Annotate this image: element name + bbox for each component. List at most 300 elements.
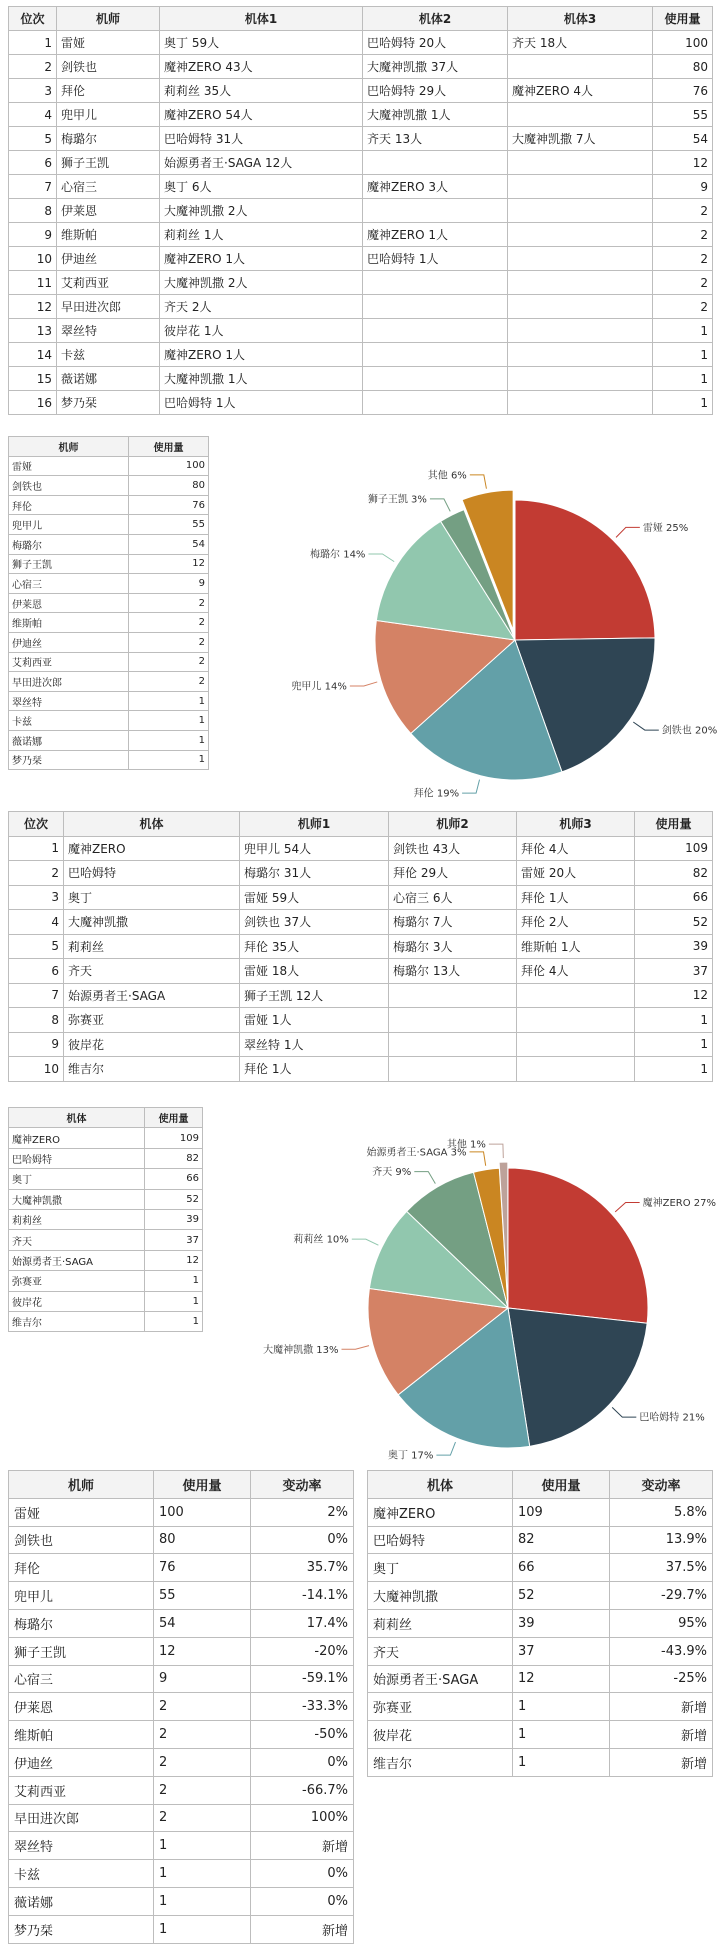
table-cell [517,983,635,1008]
table-row [368,1665,713,1693]
table-cell: 55 [154,1582,251,1610]
pie-leader-line [341,1346,369,1350]
table-row [9,1498,354,1526]
table-cell: 雷娅 [57,31,160,55]
table-cell: 0% [251,1887,354,1915]
pie-leader-line [616,527,640,537]
table-cell: 拜伦 35人 [240,934,389,959]
table-cell: 弥赛亚 [64,1008,240,1033]
table-row [9,1526,354,1554]
table-cell: 16 [9,391,57,415]
table-row [9,1582,354,1610]
table-cell: 1 [635,1032,713,1057]
table-cell: 2 [154,1804,251,1832]
table-row [9,223,713,247]
table-cell: 1 [635,1057,713,1082]
table-cell: 12 [513,1665,610,1693]
table-cell: 7 [9,983,64,1008]
table-row [9,151,713,175]
table-cell: 0% [251,1526,354,1554]
table-cell: 3 [9,79,57,103]
column-header: 使用量 [513,1471,610,1499]
table-cell: 狮子王凯 [9,554,129,574]
table-row [9,1128,203,1148]
pie-leader-line [615,1203,639,1212]
table-row [9,1609,354,1637]
table-row [368,1609,713,1637]
table-cell: 弥赛亚 [368,1693,513,1721]
table-cell: 2 [129,672,209,692]
table-row [9,1148,203,1168]
table-cell [508,151,653,175]
table-cell: 100 [129,456,209,476]
table-cell: 大魔神凯撒 [368,1582,513,1610]
table-cell: 齐天 18人 [508,31,653,55]
column-header: 变动率 [610,1471,713,1499]
table-row [9,885,713,910]
table-cell: 2 [154,1693,251,1721]
table-row [368,1526,713,1554]
table-cell: 1 [513,1721,610,1749]
table-cell [517,1057,635,1082]
table-cell: 54 [129,534,209,554]
table-cell: 翠丝特 1人 [240,1032,389,1057]
table-cell: 维吉尔 [64,1057,240,1082]
table-cell: 魔神ZERO [64,836,240,861]
table-row [9,934,713,959]
table-cell: 大魔神凯撒 1人 [160,367,363,391]
table-cell [508,343,653,367]
table-cell: 12 [635,983,713,1008]
table-cell: 早田进次郎 [9,1804,154,1832]
table-cell: 76 [129,495,209,515]
table-cell: 2 [653,199,713,223]
table-cell: 12 [653,151,713,175]
table-cell: 梦乃栞 [9,750,129,770]
table-row [368,1637,713,1665]
table-cell: 55 [653,103,713,127]
pie-leader-line [462,780,479,794]
table-cell: -59.1% [251,1665,354,1693]
table-cell: 狮子王凯 [9,1637,154,1665]
table-cell: 1 [129,711,209,731]
table-cell [363,391,508,415]
column-header: 机师1 [240,812,389,837]
table-cell [363,151,508,175]
table-cell: 梅璐尔 3人 [389,934,517,959]
table-cell: 2 [154,1776,251,1804]
table-cell: 5.8% [610,1498,713,1526]
table-cell [508,391,653,415]
table-cell: 2 [9,861,64,886]
table-cell: 39 [145,1209,203,1229]
table-row [9,1748,354,1776]
table-row [9,476,209,496]
table-cell [508,319,653,343]
table-cell: 伊迪丝 [57,247,160,271]
table-cell: 魔神ZERO 54人 [160,103,363,127]
table-cell: 新增 [610,1693,713,1721]
table-row [9,959,713,984]
table-cell: 新增 [251,1832,354,1860]
table-cell: 1 [653,343,713,367]
table-cell: 始源勇者王·SAGA [9,1250,145,1270]
table-cell: 梅璐尔 13人 [389,959,517,984]
mech-detail-table [8,811,713,1082]
table-cell: 新增 [610,1748,713,1776]
mech-share-pie-chart [230,1125,717,1462]
table-row [9,1169,203,1189]
table-cell: 莉莉丝 35人 [160,79,363,103]
table-cell: 100 [154,1498,251,1526]
table-cell: 2 [129,652,209,672]
table-cell: 大魔神凯撒 7人 [508,127,653,151]
table-row [9,910,713,935]
table-row [9,711,209,731]
table-cell: 魔神ZERO 1人 [160,247,363,271]
table-cell: 巴哈姆特 20人 [363,31,508,55]
table-cell: 始源勇者王·SAGA [64,983,240,1008]
table-cell: 伊莱恩 [9,593,129,613]
table-cell: 兜甲儿 [9,515,129,535]
table-row [9,1311,203,1331]
header-row [368,1471,713,1499]
table-row [9,593,209,613]
table-cell: 莉莉丝 [9,1209,145,1229]
table-row [9,319,713,343]
table-cell: 魔神ZERO 43人 [160,55,363,79]
table-cell: 大魔神凯撒 37人 [363,55,508,79]
table-cell: 心宿三 [9,1665,154,1693]
table-header [9,1471,354,1499]
table-cell: 10 [9,247,57,271]
table-cell: 1 [129,691,209,711]
table-row [9,1057,713,1082]
table-cell [389,1057,517,1082]
table-row [9,1291,203,1311]
column-header: 机师 [9,437,129,457]
column-header: 位次 [9,7,57,31]
pie-leader-line [352,1239,379,1245]
table-cell: 2 [129,613,209,633]
table-cell [508,295,653,319]
table-cell: 95% [610,1609,713,1637]
table-row [9,175,713,199]
column-header: 使用量 [653,7,713,31]
table-cell: 3 [9,885,64,910]
table-cell: 54 [154,1609,251,1637]
table-row [9,1008,713,1033]
table-cell: 1 [154,1887,251,1915]
table-row [9,750,209,770]
table-body [368,1498,713,1776]
table-cell: 76 [154,1554,251,1582]
table-cell: 艾莉西亚 [57,271,160,295]
column-header: 位次 [9,812,64,837]
table-cell: 9 [129,574,209,594]
pilot-summary-table [8,436,209,770]
table-cell [508,223,653,247]
table-cell: 彼岸花 [9,1291,145,1311]
table-cell: 伊迪丝 [9,1748,154,1776]
table-cell: 5 [9,127,57,151]
table-row [9,1209,203,1229]
table-cell: 彼岸花 1人 [160,319,363,343]
table-cell: -14.1% [251,1582,354,1610]
column-header: 机师3 [517,812,635,837]
table-cell: 100 [653,31,713,55]
table-header [9,812,713,837]
table-row [368,1498,713,1526]
pie-leader-line [633,722,659,730]
table-cell: 8 [9,199,57,223]
table-cell: 35.7% [251,1554,354,1582]
table-body [9,1128,203,1332]
table-cell: -50% [251,1721,354,1749]
table-cell: -66.7% [251,1776,354,1804]
table-cell [389,1032,517,1057]
table-cell: 13.9% [610,1526,713,1554]
table-cell: 大魔神凯撒 [9,1189,145,1209]
table-cell: 心宿三 6人 [389,885,517,910]
table-cell: 早田进次郎 [57,295,160,319]
table-cell: 薇诺娜 [57,367,160,391]
pie-slice-label: 始源勇者王·SAGA 3% [366,1147,467,1159]
table-cell: 1 [145,1311,203,1331]
pie-leader-line [470,1152,486,1166]
table-row [9,534,209,554]
table-cell: 14 [9,343,57,367]
table-cell: -20% [251,1637,354,1665]
table-cell: 1 [9,836,64,861]
table-cell: 37 [513,1637,610,1665]
table-cell: 卡兹 [57,343,160,367]
column-header: 机师 [9,1471,154,1499]
column-header: 机体1 [160,7,363,31]
table-cell: 魔神ZERO [368,1498,513,1526]
table-cell: 艾莉西亚 [9,652,129,672]
table-cell: 0% [251,1748,354,1776]
table-cell [508,103,653,127]
table-row [9,554,209,574]
table-cell: 维吉尔 [9,1311,145,1331]
table-cell: 卡兹 [9,711,129,731]
pie-slice [508,1308,647,1446]
table-cell: 37.5% [610,1554,713,1582]
table-cell: 维斯帕 [57,223,160,247]
table-row [9,574,209,594]
table-body [9,31,713,415]
table-cell: 雷娅 59人 [240,885,389,910]
table-row [9,983,713,1008]
table-cell: 魔神ZERO 1人 [363,223,508,247]
table-cell [517,1008,635,1033]
table-cell: 伊莱恩 [9,1693,154,1721]
table-cell: 拜伦 1人 [240,1057,389,1082]
table-cell: 39 [513,1609,610,1637]
table-cell: 剑铁也 [57,55,160,79]
table-cell [508,367,653,391]
table-cell: 11 [9,271,57,295]
table-cell: 薇诺娜 [9,1887,154,1915]
table-cell: 2 [653,223,713,247]
table-cell: 翠丝特 [9,1832,154,1860]
table-cell: 维斯帕 [9,1721,154,1749]
table-row [368,1554,713,1582]
table-cell: 1 [154,1832,251,1860]
table-cell: 82 [513,1526,610,1554]
table-cell: 新增 [251,1915,354,1943]
table-row [9,836,713,861]
pie-slice-label: 拜伦 19% [413,788,460,800]
pie-slice [508,1168,648,1323]
table-row [368,1721,713,1749]
column-header: 变动率 [251,1471,354,1499]
column-header: 机师2 [389,812,517,837]
header-row [9,1471,354,1499]
table-cell: 兜甲儿 54人 [240,836,389,861]
pie-leader-line [430,499,450,512]
table-cell: 12 [154,1637,251,1665]
table-cell: 7 [9,175,57,199]
table-cell: 12 [9,295,57,319]
pie-slice-label: 狮子王凯 3% [367,494,427,506]
table-row [9,652,209,672]
table-cell: 109 [635,836,713,861]
table-cell: 拜伦 [9,495,129,515]
table-cell: 奥丁 6人 [160,175,363,199]
pie-leader-line [470,475,487,489]
pie-slice-label: 大魔神凯撒 13% [263,1344,339,1356]
table-cell: 拜伦 4人 [517,836,635,861]
table-body [9,1498,354,1943]
table-cell: 彼岸花 [64,1032,240,1057]
table-cell: 巴哈姆特 31人 [160,127,363,151]
table-cell: 魔神ZERO 4人 [508,79,653,103]
table-cell: 魔神ZERO 1人 [160,343,363,367]
table-cell: 巴哈姆特 [9,1148,145,1168]
table-cell: 55 [129,515,209,535]
mech-summary-table [8,1107,203,1332]
table-row [9,1887,354,1915]
table-row [9,456,209,476]
table-row [9,691,209,711]
table-cell: 狮子王凯 12人 [240,983,389,1008]
table-cell: 39 [635,934,713,959]
table-cell: 6 [9,959,64,984]
table-row [368,1582,713,1610]
table-cell: 梦乃栞 [9,1915,154,1943]
table-cell: 拜伦 1人 [517,885,635,910]
table-cell: 心宿三 [9,574,129,594]
table-cell: 巴哈姆特 [368,1526,513,1554]
table-row [9,79,713,103]
table-cell: 2 [653,247,713,271]
table-row [9,1189,203,1209]
table-cell: 齐天 13人 [363,127,508,151]
pie-slice-label: 魔神ZERO 27% [642,1198,717,1210]
column-header: 使用量 [145,1108,203,1128]
pie-leader-line [612,1407,636,1417]
table-cell: 维斯帕 1人 [517,934,635,959]
table-cell: 82 [145,1148,203,1168]
table-cell: 魔神ZERO 3人 [363,175,508,199]
table-row [9,632,209,652]
table-cell: 巴哈姆特 1人 [363,247,508,271]
table-cell: 始源勇者王·SAGA [368,1665,513,1693]
table-cell: 剑铁也 37人 [240,910,389,935]
table-cell: 维吉尔 [368,1748,513,1776]
table-cell: 4 [9,910,64,935]
table-cell: 4 [9,103,57,127]
table-cell: 心宿三 [57,175,160,199]
table-cell: 2 [154,1748,251,1776]
table-cell: -29.7% [610,1582,713,1610]
table-cell: 雷娅 [9,1498,154,1526]
pilot-detail-table [8,6,713,415]
table-cell: 109 [513,1498,610,1526]
table-cell: 1 [145,1271,203,1291]
pie-slice-label: 雷娅 25% [642,522,689,534]
table-row [9,672,209,692]
table-cell: 伊迪丝 [9,632,129,652]
table-row [9,1693,354,1721]
pie-leader-line [436,1442,455,1455]
table-cell: -25% [610,1665,713,1693]
table-cell: -43.9% [610,1637,713,1665]
table-cell [363,199,508,223]
table-cell: 1 [635,1008,713,1033]
table-cell: 9 [154,1665,251,1693]
table-cell: 梅璐尔 31人 [240,861,389,886]
table-row [9,1032,713,1057]
table-cell: 1 [154,1860,251,1888]
table-cell [363,295,508,319]
header-row [9,812,713,837]
table-cell: 9 [9,223,57,247]
table-row [9,271,713,295]
table-cell: 1 [653,319,713,343]
table-cell: 66 [145,1169,203,1189]
table-cell: 1 [129,730,209,750]
table-cell: 15 [9,367,57,391]
table-cell: 1 [513,1693,610,1721]
table-cell [508,271,653,295]
table-cell: 大魔神凯撒 [64,910,240,935]
table-header [9,1108,203,1128]
table-cell: 雷娅 1人 [240,1008,389,1033]
table-cell: 齐天 [368,1637,513,1665]
table-row [9,1860,354,1888]
table-row [9,247,713,271]
pie-leader-line [489,1144,503,1158]
table-row [9,31,713,55]
table-row [9,1832,354,1860]
table-cell: 76 [653,79,713,103]
table-cell: 2 [129,632,209,652]
table-cell: 巴哈姆特 1人 [160,391,363,415]
table-cell: 拜伦 29人 [389,861,517,886]
column-header: 使用量 [154,1471,251,1499]
table-cell: 1 [653,367,713,391]
table-cell: -33.3% [251,1693,354,1721]
table-cell [508,247,653,271]
table-row [9,1250,203,1270]
table-cell: 弥赛亚 [9,1271,145,1291]
table-cell: 2 [653,271,713,295]
table-row [9,1271,203,1291]
table-cell: 2 [653,295,713,319]
